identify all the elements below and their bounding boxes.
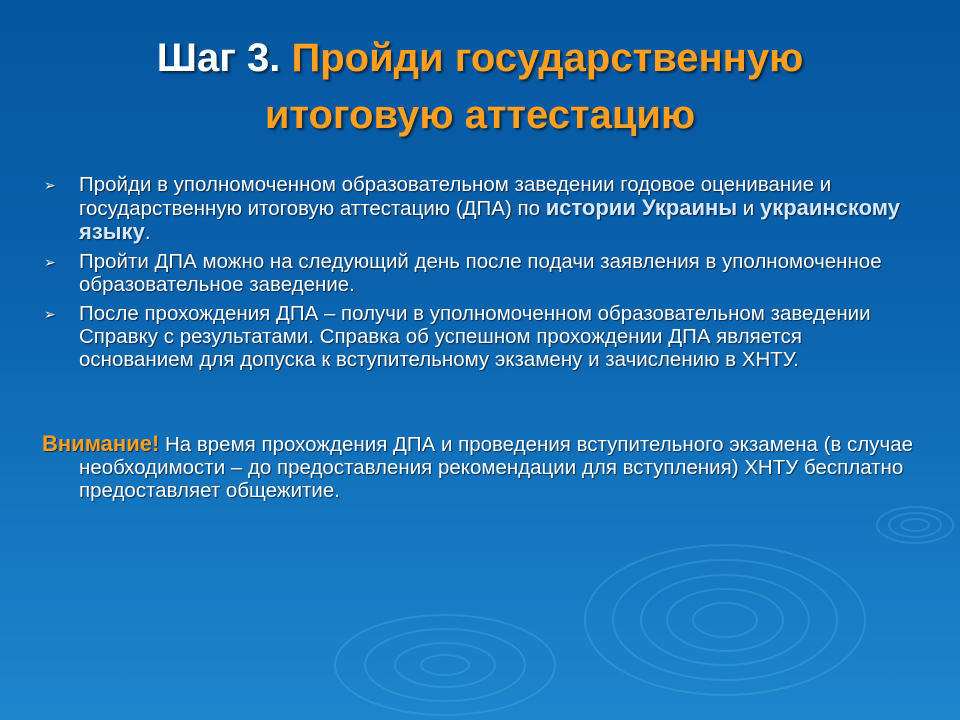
title-line-2: итоговую аттестацию bbox=[264, 93, 696, 137]
bullet-list bbox=[42, 173, 922, 377]
title-line-1: Пройди государственную bbox=[291, 36, 804, 80]
attention-text: На время прохождения ДПА и проведения вступительного экзамена (в случае необходимости – до предоставления рекомендации для вступления) ХНТУ бесплатно предоставляет общежитие. bbox=[79, 433, 913, 502]
bullet-2-text: Пройти ДПА можно на следующий день после подачи заявления в уполномоченное образовательное заведение. bbox=[79, 250, 882, 296]
arrow-bullet-icon: ➢ bbox=[44, 254, 56, 270]
list-item bbox=[42, 302, 922, 371]
arrow-bullet-icon: ➢ bbox=[44, 306, 56, 322]
list-item bbox=[42, 250, 922, 296]
slide-title bbox=[100, 30, 860, 144]
bullet-1-text-c: . bbox=[144, 221, 151, 244]
bullet-3-text: После прохождения ДПА – получи в уполномоченном образовательном заведении Справку с результатами. Справка об успешном прохождении ДПА является основанием для допуска к вступительному экзамену и зачислению в ХНТУ. bbox=[79, 302, 871, 371]
arrow-bullet-icon: ➢ bbox=[44, 177, 56, 193]
list-item bbox=[42, 173, 922, 244]
attention-note bbox=[42, 432, 959, 502]
attention-label: Внимание! bbox=[42, 431, 160, 456]
bullet-1-highlight-language: украинскому языку bbox=[79, 195, 901, 244]
bullet-1-highlight-history: истории Украины bbox=[545, 195, 738, 220]
title-step-prefix: Шаг 3. bbox=[156, 36, 281, 80]
bullet-1-text-a: Пройди в уполномоченном образовательном заведении годовое оценивание и государственную итоговую аттестацию (ДПА) по bbox=[79, 173, 832, 220]
bullet-1-text-b: и bbox=[737, 197, 760, 220]
